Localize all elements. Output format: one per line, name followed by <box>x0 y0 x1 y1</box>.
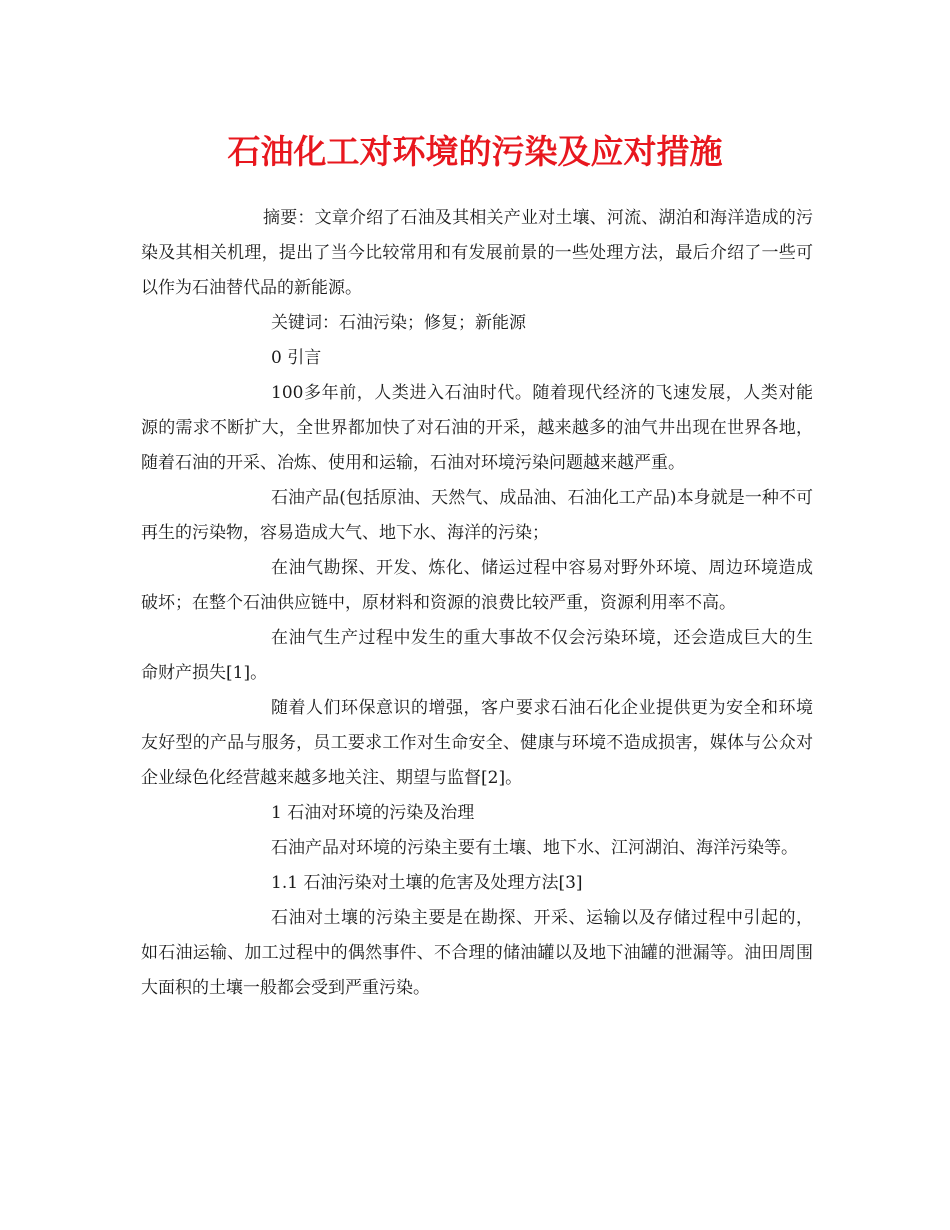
body-paragraph: 石油产品(包括原油、天然气、成品油、石油化工产品)本身就是一种不可再生的污染物，容易造成大气、地下水、海洋的污染； <box>141 488 813 543</box>
body-paragraph: 石油对土壤的污染主要是在勘探、开采、运输以及存储过程中引起的，如石油运输、加工过程中的偶然事件、不合理的储油罐以及地下油罐的泄漏等。油田周围大面积的土壤一般都会受到严重污染。 <box>141 908 813 998</box>
section-heading-introduction: 0 引言 <box>271 348 322 368</box>
document-body <box>141 201 813 1006</box>
body-paragraph: 随着人们环保意识的增强，客户要求石油石化企业提供更为安全和环境友好型的产品与服务，员工要求工作对生命安全、健康与环境不造成损害，媒体与公众对企业绿色化经营越来越多地关注、期望与监督[2]。 <box>141 698 813 788</box>
keywords-paragraph: 关键词：石油污染；修复；新能源 <box>271 313 526 333</box>
abstract-paragraph: 摘要：文章介绍了石油及其相关产业对土壤、河流、湖泊和海洋造成的污染及其相关机理，提出了当今比较常用和有发展前景的一些处理方法，最后介绍了一些可以作为石油替代品的新能源。 <box>141 208 813 298</box>
body-paragraph: 石油产品对环境的污染主要有土壤、地下水、江河湖泊、海洋污染等。 <box>271 838 798 858</box>
body-paragraph: 在油气勘探、开发、炼化、储运过程中容易对野外环境、周边环境造成破坏；在整个石油供应链中，原材料和资源的浪费比较严重，资源利用率不高。 <box>141 558 813 613</box>
section-heading-1-1: 1.1 石油污染对土壤的危害及处理方法[3] <box>271 873 583 893</box>
body-paragraph: 100多年前，人类进入石油时代。随着现代经济的飞速发展，人类对能源的需求不断扩大，全世界都加快了对石油的开采，越来越多的油气井出现在世界各地，随着石油的开采、冶炼、使用和运输，石油对环境污染问题越来越严重。 <box>141 383 813 473</box>
document-title: 石油化工对环境的污染及应对措施 <box>227 132 723 171</box>
section-heading-1: 1 石油对环境的污染及治理 <box>271 803 475 823</box>
body-paragraph: 在油气生产过程中发生的重大事故不仅会污染环境，还会造成巨大的生命财产损失[1]。 <box>141 628 813 683</box>
